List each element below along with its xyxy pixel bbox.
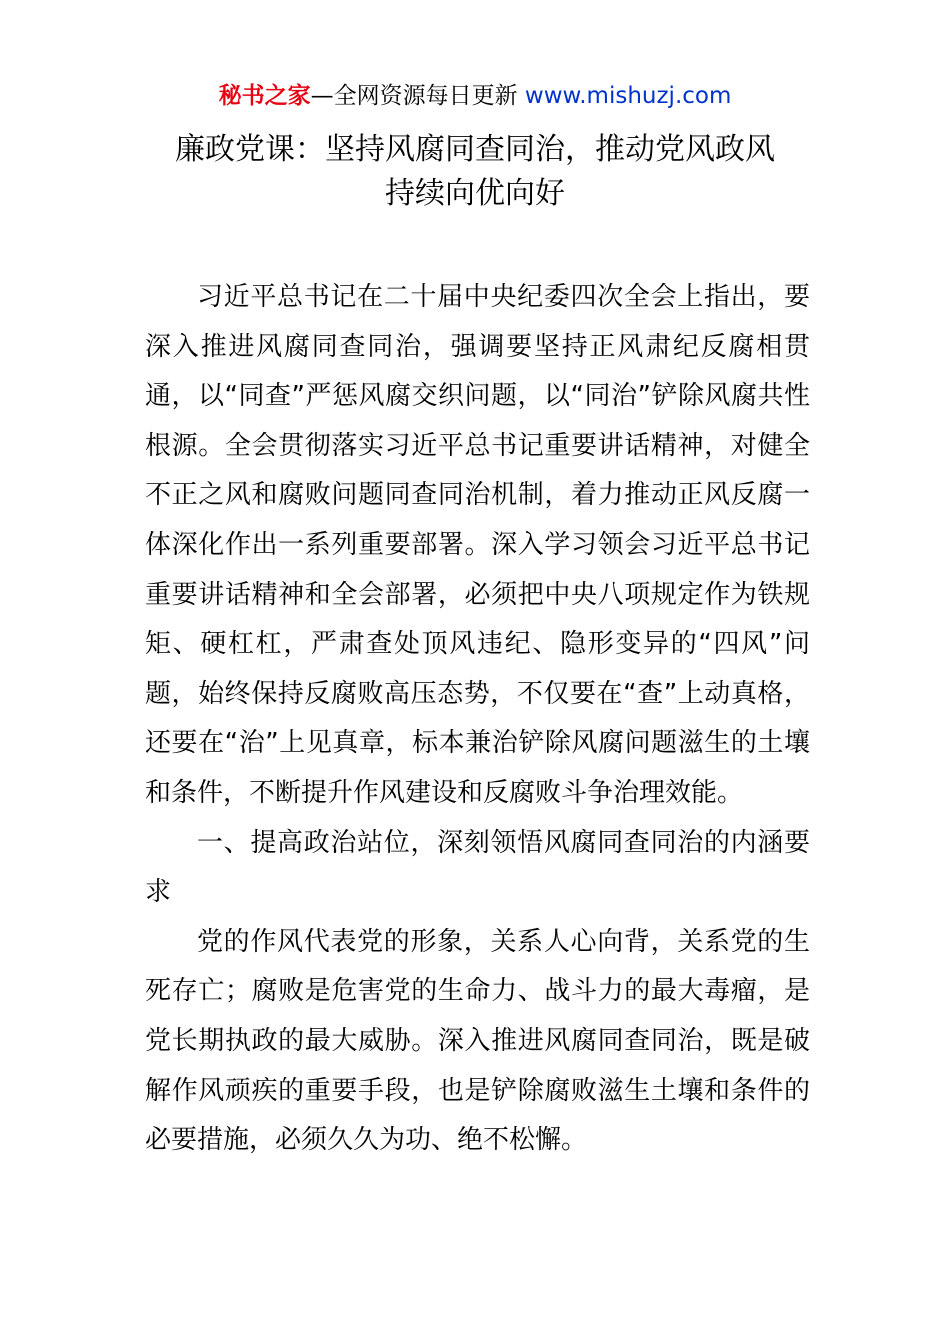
section-heading-1: 一、提高政治站位，深刻领悟风腐同查同治的内涵要求 — [145, 827, 810, 908]
body-paragraph: 党的作风代表党的形象，关系人心向背，关系党的生死存亡；腐败是危害党的生命力、战斗力的最大毒瘤，是党长期执政的最大威胁。深入推进风腐同查同治，既是破解作风顽疾的重要手段，也是铲除腐败滋生土壤和条件的必要措施，必须久久为功、绝不松懈。 — [145, 926, 810, 1156]
intro-paragraph: 习近平总书记在二十届中央纪委四次全会上指出，要深入推进风腐同查同治，强调要坚持正风肃纪反腐相贯通，以“同查”严惩风腐交织问题，以“同治”铲除风腐共性根源。全会贯彻落实习近平总书记重要讲话精神，对健全不正之风和腐败问题同查同治机制，着力推动正风反腐一体深化作出一系列重要部署。深入学习领会习近平总书记重要讲话精神和全会部署，必须把中央八项规定作为铁规矩、硬杠杠，严肃查处顶风违纪、隐形变异的“四风”问题，始终保持反腐败高压态势，不仅要在“查”上动真格，还要在“治”上见真章，标本兼治铲除风腐问题滋生的土壤和条件，不断提升作风建设和反腐败斗争治理效能。 — [145, 282, 810, 808]
title-line-2: 持续向优向好 — [385, 176, 565, 211]
document-title — [60, 128, 890, 216]
document-body — [145, 273, 810, 1166]
title-line-1: 廉政党课：坚持风腐同查同治，推动党风政风 — [175, 132, 775, 167]
site-url-link[interactable]: www.mishuzj.com — [524, 83, 732, 109]
header-tagline: —全网资源每日更新 — [310, 83, 518, 109]
site-header — [0, 80, 950, 112]
brand-name: 秘书之家 — [218, 83, 311, 109]
